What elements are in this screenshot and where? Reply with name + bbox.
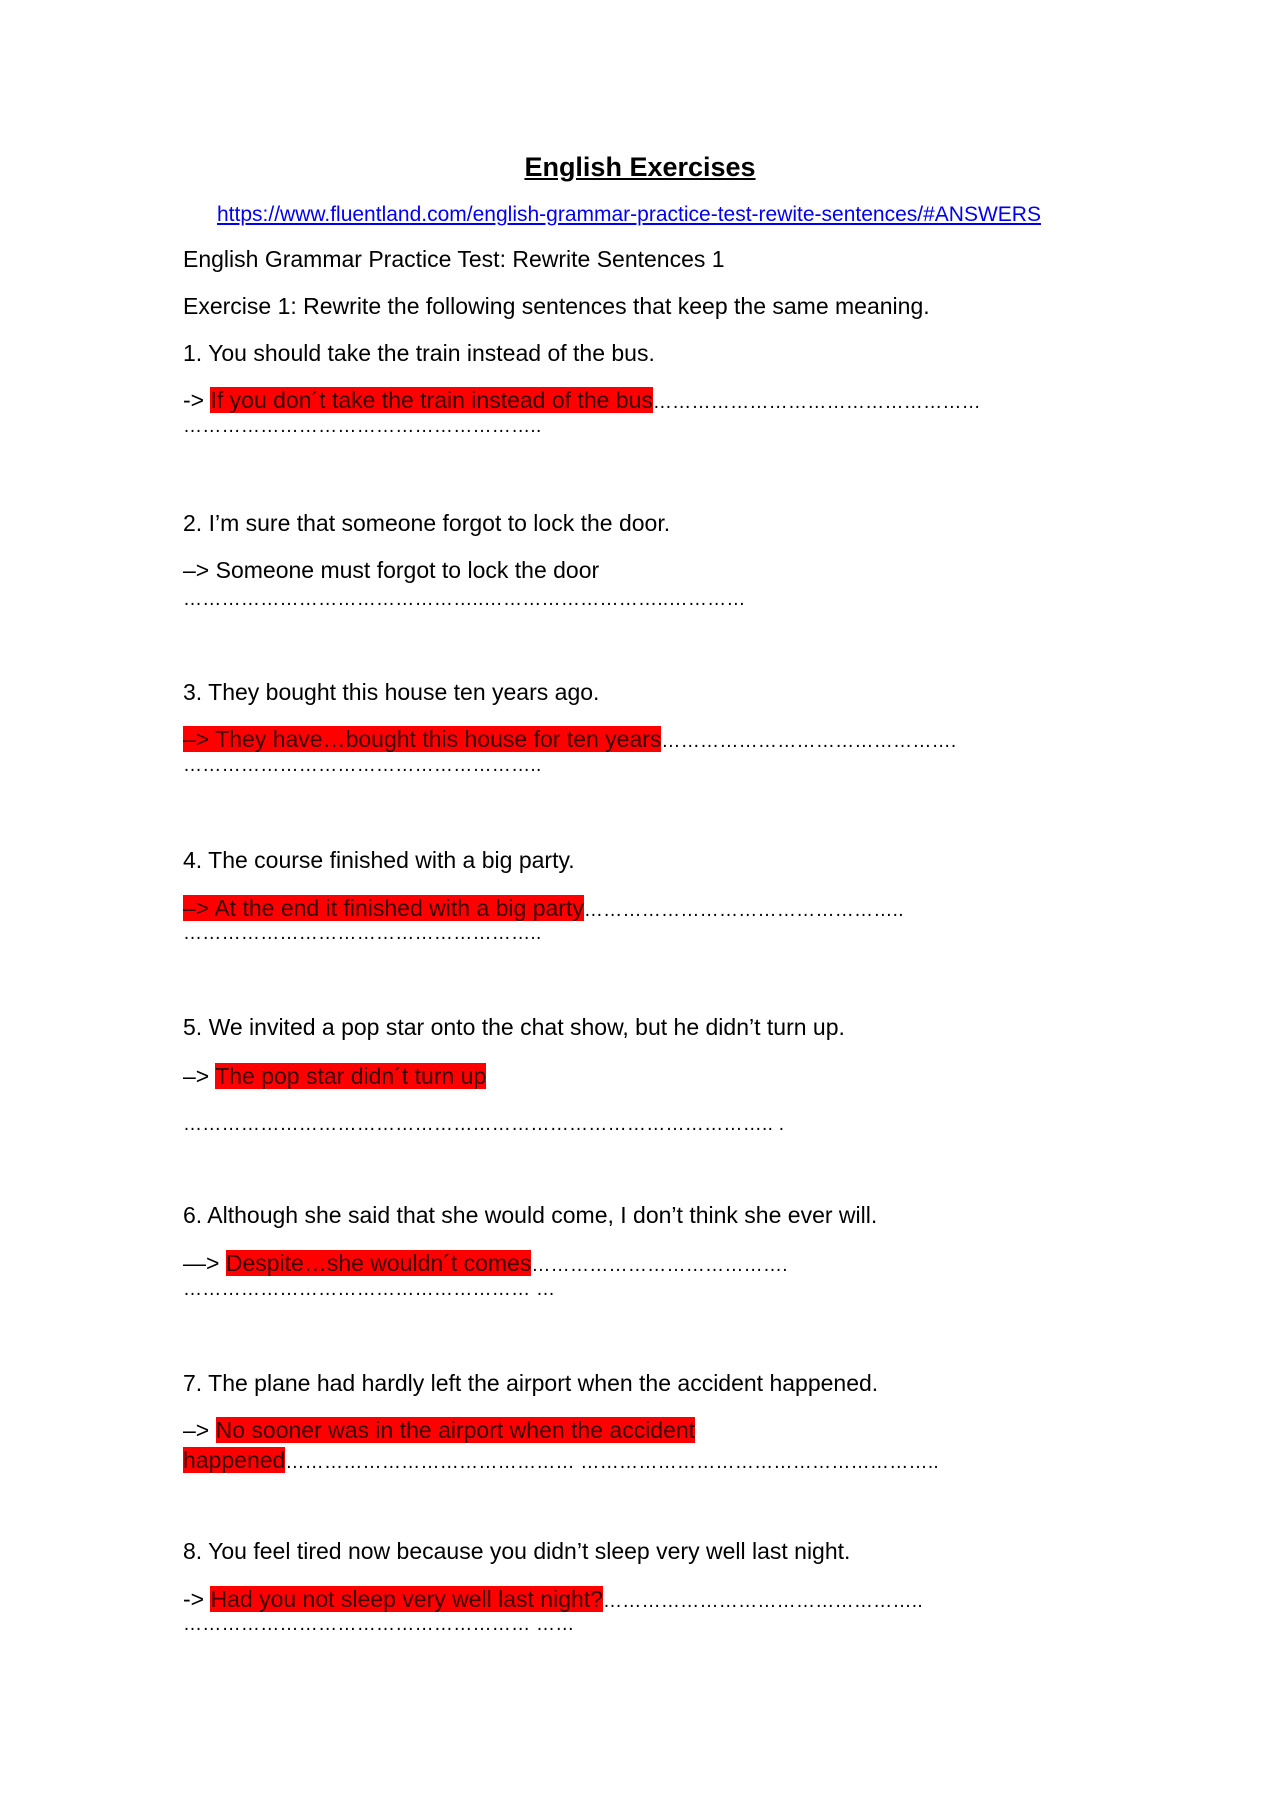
answer-text: –> At the end it finished with a big party bbox=[183, 895, 584, 921]
answer-line bbox=[183, 386, 981, 417]
question-text: 6. Although she said that she would come, I don’t think she ever will. bbox=[183, 1202, 878, 1228]
question-text: 2. I’m sure that someone forgot to lock the door. bbox=[183, 510, 671, 536]
answer-line bbox=[183, 1585, 923, 1616]
answer-line bbox=[183, 1249, 788, 1280]
dotted-answer-line: ……………………………………………… …… bbox=[183, 1614, 575, 1635]
answer-text: –> They have…bought this house for ten years bbox=[183, 726, 662, 752]
answer-arrow: -> bbox=[183, 1586, 211, 1612]
dotted-answer-line: ……………………………………………….. bbox=[183, 416, 542, 437]
test-subtitle: English Grammar Practice Test: Rewrite Sentences 1 bbox=[183, 246, 725, 272]
answer-text: The pop star didn´t turn up bbox=[215, 1063, 487, 1089]
answer-dots: …………………………………. bbox=[531, 1255, 788, 1276]
answer-text-continued: happened bbox=[183, 1447, 286, 1473]
answer-arrow: –> bbox=[183, 557, 216, 583]
answer-text: No sooner was in the airport when the accident bbox=[215, 1417, 696, 1443]
answer-text: Had you not sleep very well last night? bbox=[210, 1586, 603, 1612]
answer-line bbox=[183, 556, 599, 584]
answer-dots: ………………………………………….. bbox=[583, 900, 904, 921]
question-text: 5. We invited a pop star onto the chat show, but he didn’t turn up. bbox=[183, 1014, 845, 1040]
question-text: 8. You feel tired now because you didn’t sleep very well last night. bbox=[183, 1538, 851, 1564]
dotted-answer-line: ……………………………………………….. bbox=[183, 755, 542, 776]
answer-line-continued bbox=[183, 1446, 939, 1477]
answer-dots: ………………………………………. bbox=[661, 731, 957, 752]
source-link[interactable]: https://www.fluentland.com/english-grammar-practice-test-rewite-sentences/#ANSWERS bbox=[217, 203, 1041, 226]
answer-dots: ……………………………………… ……………………………………………….. bbox=[285, 1452, 939, 1473]
answer-line bbox=[183, 1062, 486, 1090]
answer-text: Someone must forgot to lock the door bbox=[215, 557, 600, 583]
question-text: 4. The course finished with a big party. bbox=[183, 847, 575, 873]
answer-dots: ………………………………………….. bbox=[602, 1591, 923, 1612]
answer-arrow: –> bbox=[183, 1063, 216, 1089]
answer-line bbox=[183, 1416, 695, 1444]
dotted-answer-line: ……………………………………………….. bbox=[183, 923, 542, 944]
answer-line bbox=[183, 894, 904, 925]
answer-line bbox=[183, 725, 957, 756]
document-title: English Exercises bbox=[524, 152, 756, 182]
dotted-answer-line: ……………………………………………………………………………….. . bbox=[183, 1114, 785, 1135]
answer-arrow: —> bbox=[183, 1250, 226, 1276]
dotted-answer-line: ………………………………………..………………………..………… bbox=[183, 589, 746, 610]
answer-arrow: –> bbox=[183, 1417, 216, 1443]
answer-dots: …………………………………………… bbox=[652, 392, 981, 413]
dotted-answer-line: ……………………………………………… … bbox=[183, 1279, 556, 1300]
answer-text: Despite…she wouldn´t comes bbox=[225, 1250, 532, 1276]
answer-arrow: -> bbox=[183, 387, 211, 413]
question-text: 1. You should take the train instead of the bus. bbox=[183, 340, 655, 366]
question-text: 7. The plane had hardly left the airport when the accident happened. bbox=[183, 1370, 879, 1396]
exercise-instruction: Exercise 1: Rewrite the following sentences that keep the same meaning. bbox=[183, 293, 930, 319]
question-text: 3. They bought this house ten years ago. bbox=[183, 679, 600, 705]
answer-text: If you don´t take the train instead of the bus bbox=[210, 387, 653, 413]
